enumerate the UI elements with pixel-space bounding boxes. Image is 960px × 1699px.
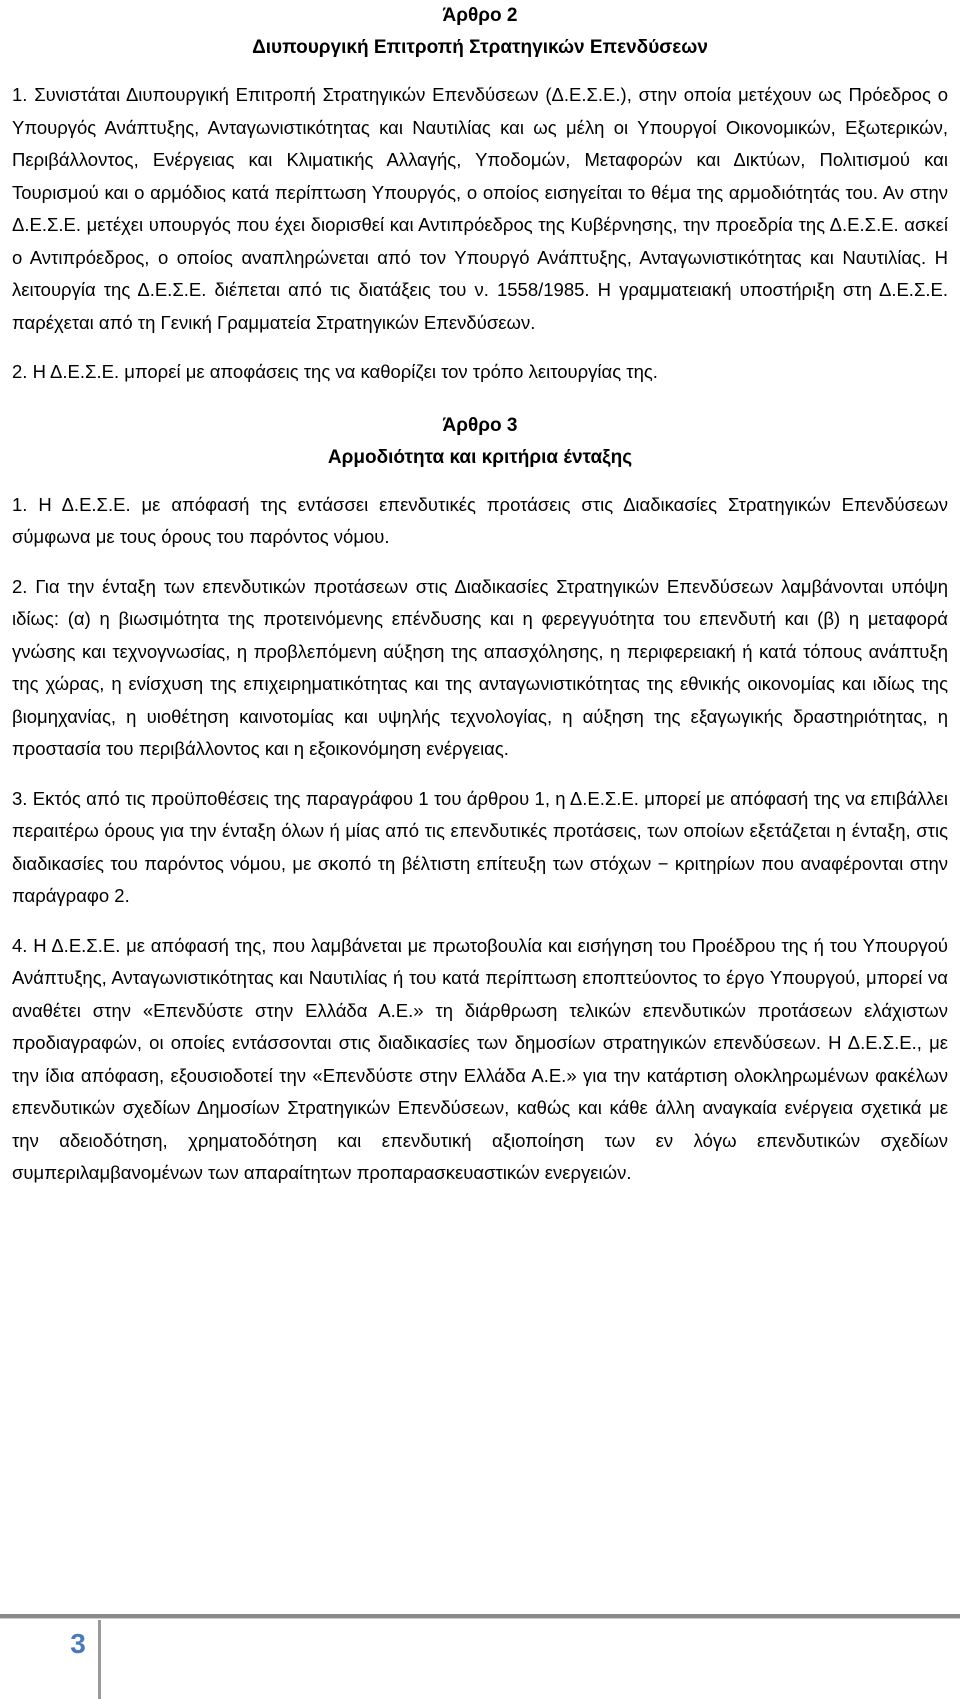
- article-2-paragraph-1: 1. Συνιστάται Διυπουργική Επιτροπή Στρατηγικών Επενδύσεων (Δ.Ε.Σ.Ε.), στην οποία μετέχουν ως Πρόεδρος ο Υπουργός Ανάπτυξης, Ανταγωνιστικότητας και Ναυτιλίας και ως μέλη οι Υπουργοί Οικονομικών, Εξωτερικών, Περιβάλλοντος, Ενέργειας και Κλιματικής Αλλαγής, Υποδομών, Μεταφορών και Δικτύων, Πολιτισμού και Τουρισμού και ο αρμόδιος κατά περίπτωση Υπουργός, ο οποίος εισηγείται το θέμα της αρμοδιότητάς του. Αν στην Δ.Ε.Σ.Ε. μετέχει υπουργός που έχει διορισθεί και Αντιπρόεδρος της Κυβέρνησης, την προεδρία της Δ.Ε.Σ.Ε. ασκεί ο Αντιπρόεδρος, ο οποίος αναπληρώνεται από τον Υπουργό Ανάπτυξης, Ανταγωνιστικότητας και Ναυτιλίας. Η λειτουργία της Δ.Ε.Σ.Ε. διέπεται από τις διατάξεις του ν. 1558/1985. Η γραμματειακή υποστήριξη στη Δ.Ε.Σ.Ε. παρέχεται από τη Γενική Γραμματεία Στρατηγικών Επενδύσεων.: [12, 84, 948, 333]
- article-3-title: Αρμοδιότητα και κριτήρια ένταξης: [327, 446, 633, 468]
- article-3-paragraph-4: 4. Η Δ.Ε.Σ.Ε. με απόφασή της, που λαμβάνεται με πρωτοβουλία και εισήγηση του Προέδρου της ή του Υπουργού Ανάπτυξης, Ανταγωνιστικότητας και Ναυτιλίας ή του κατά περίπτωση εποπτεύοντος το έργο Υπουργού, μπορεί να αναθέτει στην «Επενδύστε στην Ελλάδα Α.Ε.» τη διάρθρωση τελικών επενδυτικών προτάσεων ελάχιστων προδιαγραφών, οι οποίες εντάσσονται στις διαδικασίες των δημοσίων στρατηγικών επενδύσεων. Η Δ.Ε.Σ.Ε., με την ίδια απόφαση, εξουσιοδοτεί την «Επενδύστε στην Ελλάδα Α.Ε.» για την κατάρτιση ολοκληρωμένων φακέλων επενδυτικών σχεδίων Δημοσίων Στρατηγικών Επενδύσεων, καθώς και κάθε άλλη αναγκαία ενέργεια σχετικά με την αδειοδότηση, χρηματοδότηση και επενδυτική αξιοποίηση των εν λόγω επενδυτικών σχεδίων συμπεριλαμβανομένων των απαραίτητων προπαρασκευαστικών ενεργειών.: [12, 934, 948, 1183]
- article-3-paragraph-3: 3. Εκτός από τις προϋποθέσεις της παραγράφου 1 του άρθρου 1, η Δ.Ε.Σ.Ε. μπορεί με απόφασή της να επιβάλλει περαιτέρω όρους για την ένταξη όλων ή μίας από τις επενδυτικές προτάσεις, των οποίων εξετάζεται η ένταξη, στις διαδικασίες του παρόντος νόμου, με σκοπό τη βέλτιστη επίτευξη των στόχων − κριτηρίων που αναφέρονται στην παράγραφο 2.: [12, 787, 948, 906]
- article-3-paragraph-1: 1. Η Δ.Ε.Σ.Ε. με απόφασή της εντάσσει επενδυτικές προτάσεις στις Διαδικασίες Στρατηγικών Επενδύσεων σύμφωνα με τους όρους του παρόντος νόμου.: [12, 493, 948, 547]
- footer-divider: [0, 1614, 960, 1619]
- article-3-heading: [12, 410, 948, 474]
- article-2-heading: [12, 0, 948, 64]
- page-number: 3: [70, 1628, 86, 1659]
- footer-vertical-divider: [98, 1620, 101, 1699]
- article-3-paragraph-2: 2. Για την ένταξη των επενδυτικών προτάσεων στις Διαδικασίες Στρατηγικών Επενδύσεων λαμβάνονται υπόψη ιδίως: (α) η βιωσιμότητα της προτεινόμενης επένδυσης και η φερεγγυότητα του επενδυτή και (β) η μεταφορά γνώσης και τεχνογνωσίας, η προβλεπόμενη αύξηση της απασχόλησης, η περιφερειακή ή κατά τόπους ανάπτυξη της χώρας, η ενίσχυση της επιχειρηματικότητας και της ανταγωνιστικότητας της εθνικής οικονομίας και ιδίως της βιομηχανίας, η υιοθέτηση καινοτομίας και υψηλής τεχνολογίας, η αύξηση της εξαγωγικής δραστηριότητας, η προστασία του περιβάλλοντος και η εξοικονόμηση ενέργειας.: [12, 575, 948, 759]
- article-2-number: Άρθρο 2: [442, 5, 518, 26]
- document-page: [12, 0, 948, 1190]
- article-3-number: Άρθρο 3: [442, 414, 518, 436]
- article-2-paragraph-2: 2. Η Δ.Ε.Σ.Ε. μπορεί με αποφάσεις της να καθορίζει τον τρόπο λειτουργίας της.: [12, 361, 658, 382]
- article-2-title: Διυπουργική Επιτροπή Στρατηγικών Επενδύσεων: [252, 37, 708, 58]
